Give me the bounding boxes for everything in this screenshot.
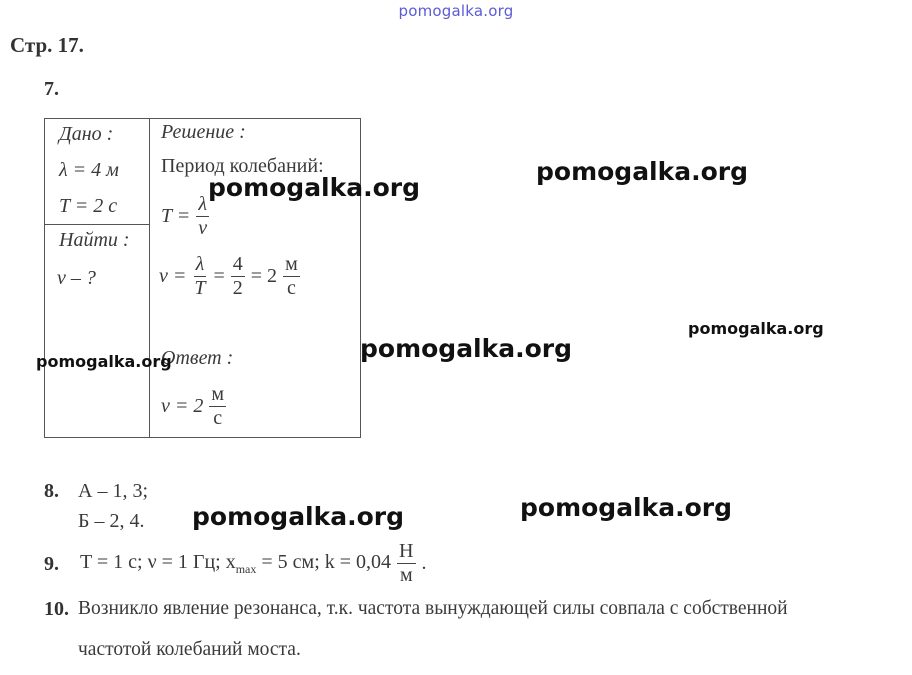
calc-unit-denominator: с bbox=[286, 277, 296, 299]
calc-equals-1: = bbox=[213, 265, 225, 287]
calc-numerator-2: 4 bbox=[232, 253, 243, 275]
given-lambda: λ = 4 м bbox=[59, 159, 119, 181]
calc-equals-2: = 2 bbox=[250, 265, 278, 287]
watermark: pomogalka.org bbox=[36, 352, 172, 371]
question-10-line-2: частотой колебаний моста. bbox=[78, 639, 301, 660]
question-8-line-1: А – 1, 3; bbox=[78, 480, 148, 502]
watermark: pomogalka.org bbox=[192, 502, 405, 531]
calc-lhs: v = bbox=[159, 265, 187, 287]
calc-fraction-2 bbox=[231, 253, 245, 300]
velocity-calculation bbox=[159, 253, 300, 300]
watermark-top: pomogalka.org bbox=[398, 2, 514, 20]
watermark: pomogalka.org bbox=[208, 173, 421, 202]
question-10-number: 10. bbox=[44, 598, 69, 620]
calc-denominator-2: 2 bbox=[232, 277, 243, 299]
period-label: Период колебаний: bbox=[161, 155, 324, 177]
question-9-unit-numerator: Н bbox=[399, 540, 414, 562]
table-divider-vertical bbox=[149, 119, 150, 437]
calc-unit-numerator: м bbox=[285, 253, 298, 275]
answer-value bbox=[161, 383, 226, 430]
period-formula-denominator: v bbox=[198, 217, 208, 239]
find-velocity: v – ? bbox=[57, 267, 96, 289]
question-8-line-2: Б – 2, 4. bbox=[78, 510, 145, 532]
page-reference: Стр. 17. bbox=[10, 33, 84, 57]
question-9-text bbox=[80, 551, 391, 577]
watermark: pomogalka.org bbox=[536, 157, 749, 186]
watermark: pomogalka.org bbox=[688, 319, 824, 338]
question-9-unit-denominator: м bbox=[399, 564, 413, 586]
answer-lhs: v = 2 bbox=[161, 395, 204, 417]
answer-unit-numerator: м bbox=[211, 383, 225, 405]
find-header: Найти : bbox=[59, 229, 130, 251]
question-8-number: 8. bbox=[44, 480, 59, 502]
answer-header: Ответ : bbox=[161, 347, 234, 369]
calc-numerator-1: λ bbox=[195, 253, 205, 275]
answer-unit-fraction bbox=[209, 383, 226, 430]
question-9-subscript: max bbox=[235, 561, 257, 576]
question-7-number: 7. bbox=[44, 78, 59, 100]
period-formula bbox=[161, 193, 209, 240]
question-10-line-1: Возникло явление резонанса, т.к. частота вынуждающей силы совпала с собственной bbox=[78, 598, 788, 619]
period-formula-numerator: λ bbox=[198, 193, 208, 215]
given-period: T = 2 с bbox=[59, 195, 118, 217]
question-7-table bbox=[44, 118, 361, 438]
solution-header: Решение : bbox=[161, 121, 246, 143]
question-9-answer bbox=[80, 540, 427, 587]
watermark: pomogalka.org bbox=[520, 493, 733, 522]
period-formula-lhs: T = bbox=[161, 205, 191, 227]
calc-fraction-1 bbox=[192, 253, 207, 300]
question-9-number: 9. bbox=[44, 553, 59, 575]
answer-unit-denominator: с bbox=[213, 407, 223, 429]
watermark: pomogalka.org bbox=[360, 334, 573, 363]
question-9-unit-fraction bbox=[397, 540, 415, 587]
given-header: Дано : bbox=[59, 123, 114, 145]
calc-unit-fraction bbox=[283, 253, 300, 300]
question-9-text-part-2: = 5 см; k = 0,04 bbox=[256, 550, 392, 573]
question-9-text-part-1: T = 1 с; ν = 1 Гц; x bbox=[80, 550, 236, 573]
table-divider-horizontal bbox=[45, 224, 149, 225]
calc-denominator-1: T bbox=[194, 277, 206, 299]
question-9-end: . bbox=[421, 552, 427, 574]
